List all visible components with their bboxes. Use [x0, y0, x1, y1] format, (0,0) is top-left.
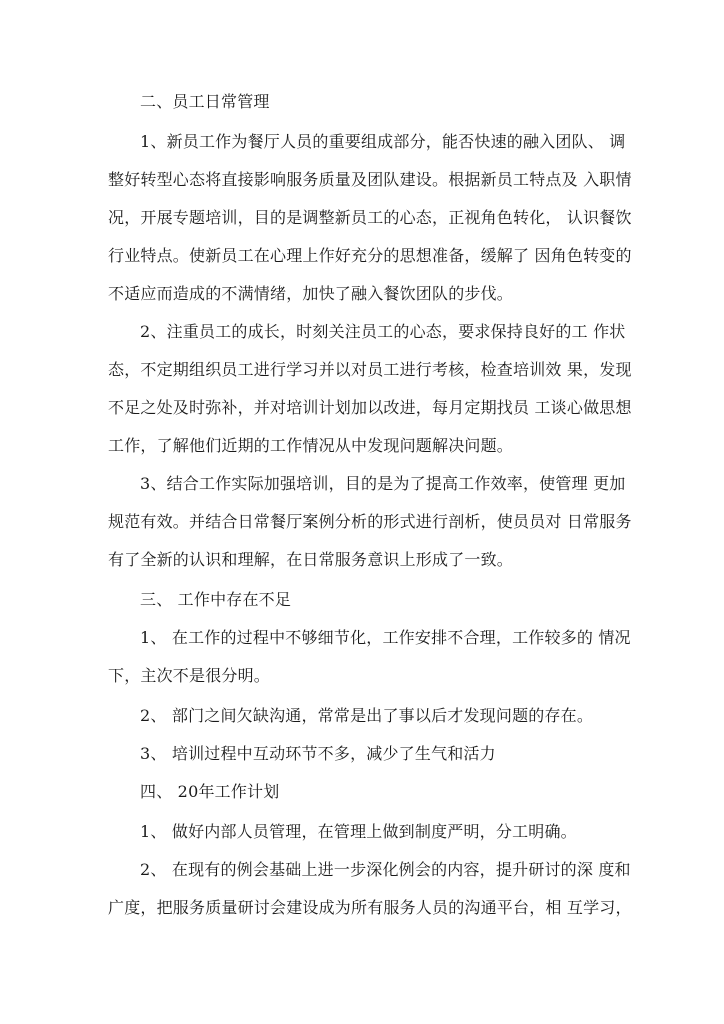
paragraph-line: 广度，把服务质量研讨会建设成为所有服务人员的沟通平台，相 互学习， [108, 898, 632, 917]
paragraph-line: 整好转型心态将直接影响服务质量及团队建设。根据新员工特点及 入职情 [108, 170, 632, 189]
paragraph-line: 行业特点。使新员工在心理上作好充分的思想准备，缓解了 因角色转变的 [108, 246, 632, 265]
section-heading: 二、员工日常管理 [140, 92, 270, 111]
paragraph-line: 1、 在工作的过程中不够细节化，工作安排不合理，工作较多的 情况 [140, 628, 631, 647]
paragraph-line: 3、 培训过程中互动环节不多，减少了生气和活力 [140, 744, 496, 763]
paragraph-line: 规范有效。并结合日常餐厅案例分析的形式进行剖析，使员员对 日常服务 [108, 512, 632, 531]
section-heading: 三、 工作中存在不足 [140, 590, 292, 609]
paragraph-line: 不足之处及时弥补，并对培训计划加以改进，每月定期找员 工谈心做思想 [108, 398, 632, 417]
paragraph-line: 1、新员工作为餐厅人员的重要组成部分，能否快速的融入团队、 调 [140, 132, 626, 151]
paragraph-line: 2、 在现有的例会基础上进一步深化例会的内容，提升研讨的深 度和 [140, 860, 631, 879]
paragraph-line: 2、注重员工的成长，时刻关注员工的心态，要求保持良好的工 作状 [140, 322, 626, 341]
paragraph-line: 工作，了解他们近期的工作情况从中发现问题解决问题。 [108, 436, 514, 455]
paragraph-line: 1、 做好内部人员管理，在管理上做到制度严明，分工明确。 [140, 822, 577, 841]
section-heading: 四、 20年工作计划 [140, 782, 280, 801]
paragraph-line: 有了全新的认识和理解，在日常服务意识上形成了一致。 [108, 550, 514, 569]
paragraph-line: 况，开展专题培训，目的是调整新员工的心态，正视角色转化， 认识餐饮 [108, 208, 632, 227]
paragraph-line: 不适应而造成的不满情绪，加快了融入餐饮团队的步伐。 [108, 284, 514, 303]
paragraph-line: 态，不定期组织员工进行学习并以对员工进行考核，检查培训效 果，发现 [108, 360, 632, 379]
paragraph-line: 2、 部门之间欠缺沟通，常常是出了事以后才发现问题的存在。 [140, 706, 594, 725]
paragraph-line: 下，主次不是很分明。 [108, 666, 271, 685]
paragraph-line: 3、结合工作实际加强培训，目的是为了提高工作效率，使管理 更加 [140, 474, 626, 493]
